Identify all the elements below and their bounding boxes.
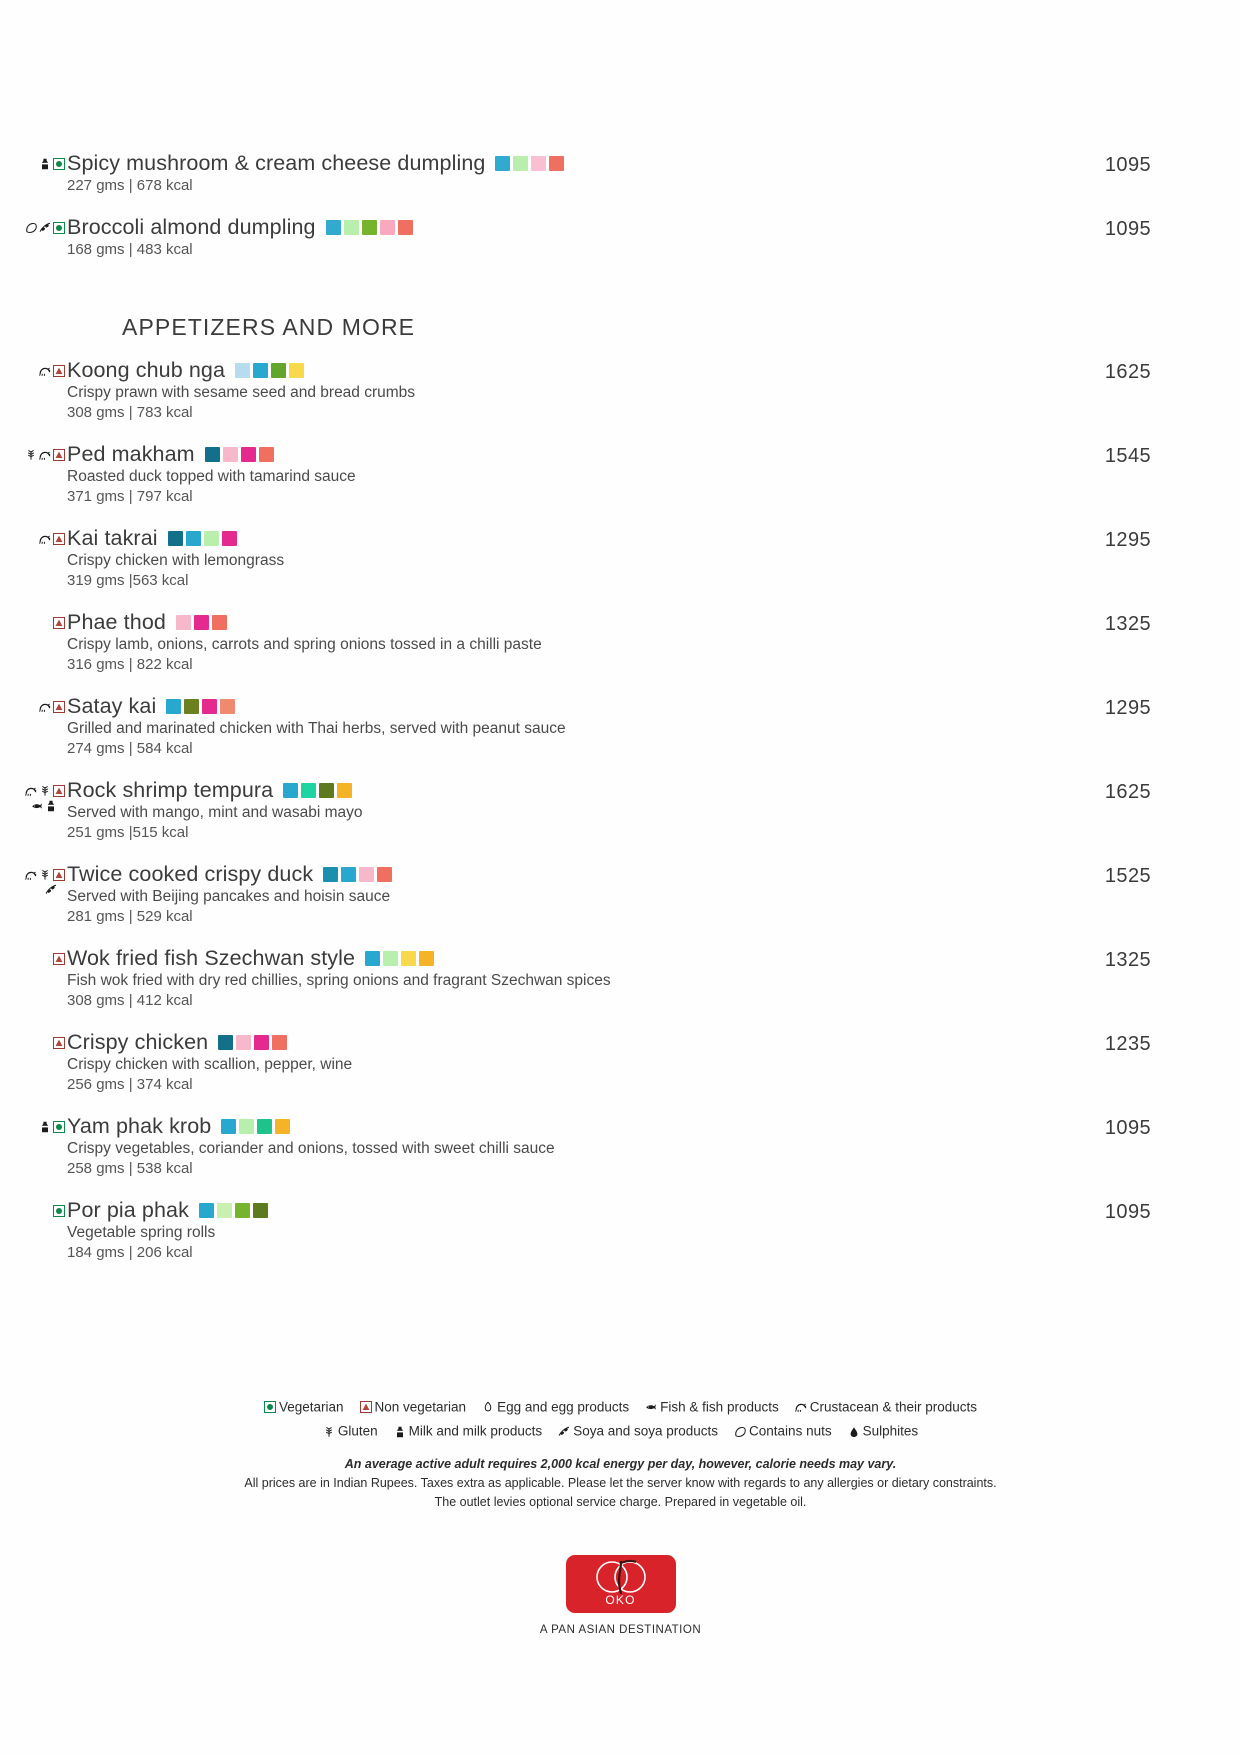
item-name: Twice cooked crispy duck — [67, 862, 314, 886]
swatch — [223, 447, 238, 462]
swatch — [344, 220, 359, 235]
menu-item — [0, 945, 1241, 1011]
item-description: Served with Beijing pancakes and hoisin sauce — [67, 888, 391, 905]
item-flavour-swatches — [235, 363, 304, 378]
logo-tagline: A PAN ASIAN DESTINATION — [539, 1624, 702, 1636]
item-name: Satay kai — [67, 694, 157, 718]
swatch — [301, 783, 316, 798]
item-title-line — [67, 214, 1151, 240]
item-nutrition: 227 gms | 678 kcal — [67, 177, 193, 194]
swatch — [253, 363, 268, 378]
item-name: Wok fried fish Szechwan style — [67, 946, 356, 970]
logo-badge — [566, 1555, 676, 1613]
icon-row-primary — [0, 532, 65, 547]
item-price: 1525 — [1104, 865, 1151, 887]
crustacean-icon — [795, 1401, 807, 1413]
item-description: Crispy prawn with sesame seed and bread crumbs — [67, 384, 416, 401]
swatch — [383, 951, 398, 966]
item-price: 1295 — [1104, 697, 1151, 719]
item-price: 1625 — [1104, 781, 1151, 803]
menu-item — [0, 525, 1241, 591]
item-allergen-icons — [0, 777, 67, 814]
item-body — [67, 1113, 1151, 1179]
item-allergen-icons — [0, 441, 67, 463]
swatch — [217, 1203, 232, 1218]
legend-label: Crustacean & their products — [809, 1399, 978, 1415]
swatch — [168, 531, 183, 546]
fish-icon — [645, 1401, 657, 1413]
item-price: 1625 — [1104, 361, 1151, 383]
item-allergen-icons — [0, 357, 67, 379]
legend-label: Milk and milk products — [408, 1423, 543, 1439]
logo-wordmark: OKO — [605, 1593, 636, 1607]
item-body — [67, 1029, 1151, 1095]
swatch — [212, 615, 227, 630]
swatch — [359, 867, 374, 882]
item-body — [67, 777, 1151, 843]
item-description: Crispy chicken with scallion, pepper, wine — [67, 1056, 353, 1073]
item-title-line — [67, 777, 1151, 803]
item-title-line — [67, 693, 1151, 719]
swatch — [271, 363, 286, 378]
legend-row-1 — [0, 1395, 1241, 1419]
item-nutrition: 308 gms | 783 kcal — [67, 404, 193, 421]
item-nutrition: 256 gms | 374 kcal — [67, 1076, 193, 1093]
item-price: 1095 — [1104, 1117, 1151, 1139]
swatch — [272, 1035, 287, 1050]
item-body — [67, 945, 1151, 1011]
icon-row-primary — [0, 364, 65, 379]
vegetarian-icon — [53, 1121, 65, 1133]
nonveg-icon — [360, 1401, 372, 1413]
icon-row-primary — [0, 700, 65, 715]
swatch — [362, 220, 377, 235]
icon-row-primary — [0, 868, 65, 883]
note-service-charge: The outlet levies optional service charge. Prepared in vegetable oil. — [434, 1495, 807, 1509]
nonveg-icon — [53, 1037, 65, 1049]
item-allergen-icons — [0, 1113, 67, 1135]
crustacean-icon — [39, 449, 51, 461]
item-title-line — [67, 945, 1151, 971]
menu-content — [0, 150, 1241, 1281]
item-flavour-swatches — [283, 783, 352, 798]
milk-icon — [39, 1121, 51, 1133]
swatch — [254, 1035, 269, 1050]
swatch — [199, 1203, 214, 1218]
item-description: Crispy lamb, onions, carrots and spring onions tossed in a chilli paste — [67, 636, 542, 653]
soya-icon — [558, 1426, 570, 1438]
item-nutrition: 319 gms |563 kcal — [67, 572, 189, 589]
swatch — [235, 1203, 250, 1218]
item-price: 1095 — [1104, 218, 1151, 240]
item-title-line — [67, 861, 1151, 887]
item-flavour-swatches — [199, 1203, 268, 1218]
item-title-line — [67, 609, 1151, 635]
crustacean-icon — [25, 785, 37, 797]
swatch — [220, 699, 235, 714]
menu-item — [0, 1197, 1241, 1263]
item-body — [67, 214, 1151, 260]
swatch — [326, 220, 341, 235]
menu-item — [0, 861, 1241, 927]
soya-icon — [45, 884, 57, 896]
item-name: Spicy mushroom & cream cheese dumpling — [67, 151, 486, 175]
item-nutrition: 316 gms | 822 kcal — [67, 656, 193, 673]
item-flavour-swatches — [365, 951, 434, 966]
swatch — [380, 220, 395, 235]
swatch — [337, 783, 352, 798]
swatch — [184, 699, 199, 714]
swatch — [253, 1203, 268, 1218]
item-title-line — [67, 357, 1151, 383]
item-name: Phae thod — [67, 610, 166, 634]
item-body — [67, 357, 1151, 423]
restaurant-logo — [0, 1555, 1241, 1636]
item-description: Crispy vegetables, coriander and onions, tossed with sweet chilli sauce — [67, 1140, 555, 1157]
swatch — [257, 1119, 272, 1134]
swatch — [323, 867, 338, 882]
milk-icon — [394, 1426, 406, 1438]
menu-item — [0, 150, 1241, 196]
legend-entry-gluten — [323, 1419, 378, 1443]
vegetarian-icon — [53, 158, 65, 170]
item-body — [67, 525, 1151, 591]
legend-entry-nuts — [734, 1419, 832, 1443]
item-nutrition: 274 gms | 584 kcal — [67, 740, 193, 757]
swatch — [166, 699, 181, 714]
item-nutrition: 371 gms | 797 kcal — [67, 488, 193, 505]
item-nutrition: 308 gms | 412 kcal — [67, 992, 193, 1009]
swatch — [365, 951, 380, 966]
top-item-list — [0, 150, 1241, 260]
item-flavour-swatches — [495, 156, 564, 171]
icon-row-primary — [0, 1204, 65, 1219]
swatch — [235, 363, 250, 378]
menu-item — [0, 214, 1241, 260]
item-nutrition: 281 gms | 529 kcal — [67, 908, 193, 925]
section-header-appetizers: APPETIZERS AND MORE — [122, 314, 416, 340]
legend-label: Vegetarian — [278, 1399, 344, 1415]
item-nutrition: 168 gms | 483 kcal — [67, 241, 193, 258]
item-allergen-icons — [0, 693, 67, 715]
item-name: Crispy chicken — [67, 1030, 209, 1054]
swatch — [275, 1119, 290, 1134]
logo-circles-icon — [566, 1559, 676, 1595]
item-allergen-icons — [0, 861, 67, 898]
legend-entry-vegetarian — [264, 1395, 344, 1419]
legend-label: Non vegetarian — [374, 1399, 467, 1415]
item-name: Ped makham — [67, 442, 195, 466]
vegetarian-icon — [264, 1401, 276, 1413]
item-flavour-swatches — [323, 867, 392, 882]
item-title-line — [67, 1197, 1151, 1223]
icon-row-primary — [0, 952, 65, 967]
swatch — [549, 156, 564, 171]
nonveg-icon — [53, 617, 65, 629]
legend-label: Contains nuts — [749, 1423, 832, 1439]
item-description: Crispy chicken with lemongrass — [67, 552, 285, 569]
legend-label: Egg and egg products — [497, 1399, 630, 1415]
milk-icon — [39, 158, 51, 170]
item-allergen-icons — [0, 609, 67, 631]
egg-icon — [482, 1401, 494, 1413]
item-price: 1295 — [1104, 529, 1151, 551]
item-title-line — [67, 150, 1151, 176]
item-name: Yam phak krob — [67, 1114, 212, 1138]
item-allergen-icons — [0, 945, 67, 967]
icon-row-primary — [0, 784, 65, 799]
icon-row-primary — [0, 616, 65, 631]
fish-icon — [31, 800, 43, 812]
swatch — [186, 531, 201, 546]
nuts-icon — [25, 222, 37, 234]
swatch — [176, 615, 191, 630]
item-description: Served with mango, mint and wasabi mayo — [67, 804, 363, 821]
nonveg-icon — [53, 869, 65, 881]
nonveg-icon — [53, 365, 65, 377]
menu-item — [0, 609, 1241, 675]
item-allergen-icons — [0, 1197, 67, 1219]
crustacean-icon — [25, 869, 37, 881]
item-allergen-icons — [0, 214, 67, 236]
legend-entry-sulphites — [848, 1419, 919, 1443]
item-price: 1545 — [1104, 445, 1151, 467]
vegetarian-icon — [53, 222, 65, 234]
vegetarian-icon — [53, 1205, 65, 1217]
item-flavour-swatches — [218, 1035, 287, 1050]
item-allergen-icons — [0, 1029, 67, 1051]
item-nutrition: 251 gms |515 kcal — [67, 824, 189, 841]
swatch — [259, 447, 274, 462]
nonveg-icon — [53, 449, 65, 461]
legend-entry-milk — [394, 1419, 543, 1443]
legend-label: Soya and soya products — [573, 1423, 719, 1439]
item-name: Koong chub nga — [67, 358, 226, 382]
swatch — [239, 1119, 254, 1134]
swatch — [222, 531, 237, 546]
swatch — [283, 783, 298, 798]
item-nutrition: 258 gms | 538 kcal — [67, 1160, 193, 1177]
swatch — [241, 447, 256, 462]
nonveg-icon — [53, 953, 65, 965]
icon-row-secondary — [0, 883, 65, 898]
legend-label: Sulphites — [862, 1423, 919, 1439]
menu-item — [0, 1029, 1241, 1095]
menu-item — [0, 357, 1241, 423]
item-allergen-icons — [0, 150, 67, 172]
nonveg-icon — [53, 533, 65, 545]
swatch — [289, 363, 304, 378]
footer-notes — [0, 1455, 1241, 1512]
swatch — [205, 447, 220, 462]
swatch — [204, 531, 219, 546]
item-flavour-swatches — [168, 531, 237, 546]
menu-item — [0, 441, 1241, 507]
crustacean-icon — [39, 365, 51, 377]
item-name: Por pia phak — [67, 1198, 189, 1222]
legend-entry-nonveg — [360, 1395, 467, 1419]
item-title-line — [67, 1029, 1151, 1055]
item-body — [67, 609, 1151, 675]
icon-row-secondary — [0, 799, 65, 814]
icon-row-primary — [0, 157, 65, 172]
item-flavour-swatches — [176, 615, 227, 630]
gluten-icon — [39, 785, 51, 797]
item-name: Rock shrimp tempura — [67, 778, 274, 802]
legend-entry-egg — [482, 1395, 629, 1419]
appetizer-item-list — [0, 357, 1241, 1263]
gluten-icon — [25, 449, 37, 461]
icon-row-primary — [0, 1120, 65, 1135]
swatch — [531, 156, 546, 171]
crustacean-icon — [39, 701, 51, 713]
item-price: 1235 — [1104, 1033, 1151, 1055]
swatch — [419, 951, 434, 966]
item-flavour-swatches — [166, 699, 235, 714]
legend-entry-soya — [558, 1419, 718, 1443]
item-body — [67, 150, 1151, 196]
swatch — [398, 220, 413, 235]
item-title-line — [67, 525, 1151, 551]
menu-item — [0, 1113, 1241, 1179]
icon-row-primary — [0, 448, 65, 463]
nonveg-icon — [53, 701, 65, 713]
legend-entry-fish — [645, 1395, 779, 1419]
swatch — [341, 867, 356, 882]
menu-item — [0, 693, 1241, 759]
legend-row-2 — [0, 1419, 1241, 1443]
item-description: Fish wok fried with dry red chillies, spring onions and fragrant Szechwan spices — [67, 972, 611, 989]
icon-row-primary — [0, 221, 65, 236]
swatch — [495, 156, 510, 171]
item-price: 1095 — [1104, 154, 1151, 176]
icon-row-primary — [0, 1036, 65, 1051]
item-description: Grilled and marinated chicken with Thai herbs, served with peanut sauce — [67, 720, 566, 737]
swatch — [513, 156, 528, 171]
swatch — [236, 1035, 251, 1050]
gluten-icon — [39, 869, 51, 881]
swatch — [194, 615, 209, 630]
item-body — [67, 441, 1151, 507]
item-description: Roasted duck topped with tamarind sauce — [67, 468, 356, 485]
item-nutrition: 184 gms | 206 kcal — [67, 1244, 193, 1261]
item-flavour-swatches — [205, 447, 274, 462]
note-prices: All prices are in Indian Rupees. Taxes extra as applicable. Please let the server know with regards to any allergies or dietary constraints. — [244, 1476, 997, 1490]
item-flavour-swatches — [326, 220, 413, 235]
item-name: Kai takrai — [67, 526, 158, 550]
gluten-icon — [323, 1426, 335, 1438]
menu-item — [0, 777, 1241, 843]
allergen-legend — [0, 1395, 1241, 1444]
legend-label: Gluten — [337, 1423, 378, 1439]
item-allergen-icons — [0, 525, 67, 547]
item-price: 1325 — [1104, 613, 1151, 635]
swatch — [319, 783, 334, 798]
item-price: 1325 — [1104, 949, 1151, 971]
item-title-line — [67, 1113, 1151, 1139]
item-flavour-swatches — [221, 1119, 290, 1134]
note-calorie-disclaimer: An average active adult requires 2,000 kcal energy per day, however, calorie needs may vary. — [344, 1457, 897, 1471]
sulphites-icon — [848, 1426, 860, 1438]
swatch — [218, 1035, 233, 1050]
swatch — [401, 951, 416, 966]
milk-icon — [45, 800, 57, 812]
soya-icon — [39, 222, 51, 234]
legend-label: Fish & fish products — [660, 1399, 779, 1415]
swatch — [202, 699, 217, 714]
nuts-icon — [734, 1426, 746, 1438]
swatch — [221, 1119, 236, 1134]
item-price: 1095 — [1104, 1201, 1151, 1223]
item-body — [67, 1197, 1151, 1263]
item-title-line — [67, 441, 1151, 467]
legend-entry-crustacean — [795, 1395, 977, 1419]
item-body — [67, 693, 1151, 759]
nonveg-icon — [53, 785, 65, 797]
item-description: Vegetable spring rolls — [67, 1224, 216, 1241]
item-body — [67, 861, 1151, 927]
crustacean-icon — [39, 533, 51, 545]
swatch — [377, 867, 392, 882]
item-name: Broccoli almond dumpling — [67, 215, 316, 239]
